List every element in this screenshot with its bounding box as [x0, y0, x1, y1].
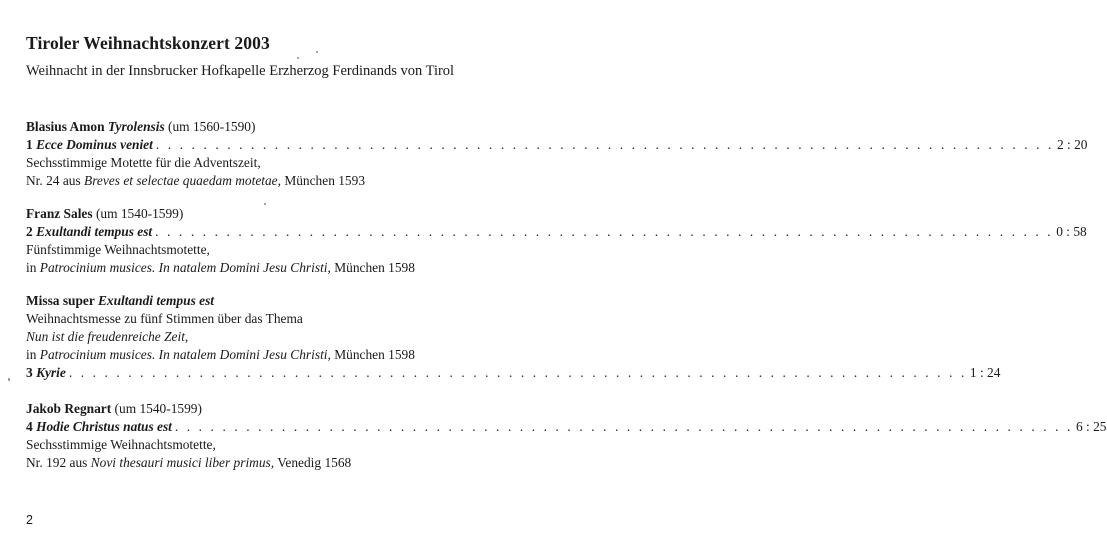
- section-missa: [26, 292, 1001, 382]
- composer-dates: (um 1560-1590): [168, 119, 256, 134]
- mass-theme: Exultandi tempus est: [97, 293, 215, 308]
- work-description: Weihnachtsmesse zu fünf Stimmen über das Thema: [26, 311, 303, 326]
- work-description: Sechsstimmige Motette für die Adventszeit,: [26, 155, 261, 170]
- composer-dates: (um 1540-1599): [95, 206, 184, 221]
- track-duration: 2 : 20: [1056, 137, 1088, 152]
- track-4: [26, 418, 1107, 436]
- section-sales: [26, 205, 1087, 277]
- source-title: Patrocinium musices. In natalem Domini Jesu Christi,: [39, 260, 331, 275]
- composer-line: [26, 400, 528, 418]
- page-number: 2: [26, 513, 33, 527]
- leader-dots: . . . . . . . . . . . . . . . . . . . . . . . . . . . . . . . . . . . . . . . . . . . . . . . . . . . . . . . . . . . . . . . . . . . . . . . . . . . .: [155, 137, 1054, 152]
- composer-line: [26, 118, 528, 136]
- page-subtitle: Weihnacht in der Innsbrucker Hofkapelle Erzherzog Ferdinands von Tirol: [26, 63, 455, 79]
- print-speck: [264, 203, 266, 205]
- print-speck: [8, 378, 10, 381]
- leader-dots: . . . . . . . . . . . . . . . . . . . . . . . . . . . . . . . . . . . . . . . . . . . . . . . . . . . . . . . . . . . . . . . . . . . . . . . . . . . .: [155, 224, 1054, 239]
- work-description: Sechsstimmige Weihnachtsmotette,: [26, 437, 216, 452]
- work-source: in Patrocinium musices. In natalem Domini Jesu Christi, München 1598: [26, 260, 415, 275]
- composer-name: Blasius Amon: [26, 119, 105, 134]
- track-1: [26, 136, 1088, 154]
- track-duration: 0 : 58: [1056, 224, 1087, 239]
- track-2: [26, 223, 1087, 241]
- track-title: Ecce Dominus veniet: [36, 137, 153, 152]
- track-duration: 1 : 24: [969, 365, 1001, 380]
- page-title: Tiroler Weihnachtskonzert 2003: [26, 33, 270, 53]
- track-number: 1: [26, 137, 33, 152]
- theme-title: Nun ist die freudenreiche Zeit,: [26, 329, 189, 344]
- work-source: in Patrocinium musices. In natalem Domini Jesu Christi, München 1598: [26, 347, 415, 362]
- print-speck: [297, 57, 299, 59]
- track-title: Exultandi tempus est: [36, 224, 153, 239]
- leader-dots: . . . . . . . . . . . . . . . . . . . . . . . . . . . . . . . . . . . . . . . . . . . . . . . . . . . . . . . . . . . . . . . . . . . . . . . . . . . .: [174, 419, 1073, 434]
- work-description: Fünfstimmige Weihnachtsmotette,: [26, 242, 210, 257]
- composer-epithet: Tyrolensis: [107, 119, 165, 134]
- source-title: Patrocinium musices. In natalem Domini Jesu Christi,: [39, 347, 331, 362]
- leader-dots: . . . . . . . . . . . . . . . . . . . . . . . . . . . . . . . . . . . . . . . . . . . . . . . . . . . . . . . . . . . . . . . . . . . . . . . . . . . .: [68, 365, 967, 380]
- section-amon: [26, 118, 1088, 190]
- composer-line: [26, 205, 528, 223]
- source-title: Novi thesauri musici liber primus,: [90, 455, 275, 470]
- section-regnart: [26, 400, 1107, 472]
- print-speck: [316, 51, 318, 53]
- composer-name: Franz Sales: [26, 206, 93, 221]
- composer-dates: (um 1540-1599): [114, 401, 202, 416]
- work-source: Nr. 24 aus Breves et selectae quaedam motetae, München 1593: [26, 173, 366, 188]
- track-number: 2: [26, 224, 33, 239]
- track-number: 4: [26, 419, 33, 434]
- mass-heading: Missa super Exultandi tempus est: [26, 293, 215, 308]
- work-source: Nr. 192 aus Novi thesauri musici liber primus, Venedig 1568: [26, 455, 352, 470]
- track-number: 3: [26, 365, 33, 380]
- composer-name: Jakob Regnart: [26, 401, 112, 416]
- source-title: Breves et selectae quaedam motetae,: [84, 173, 281, 188]
- track-3: [26, 364, 1001, 382]
- track-title: Kyrie: [36, 365, 66, 380]
- track-title: Hodie Christus natus est: [36, 419, 172, 434]
- track-duration: 6 : 25: [1075, 419, 1107, 434]
